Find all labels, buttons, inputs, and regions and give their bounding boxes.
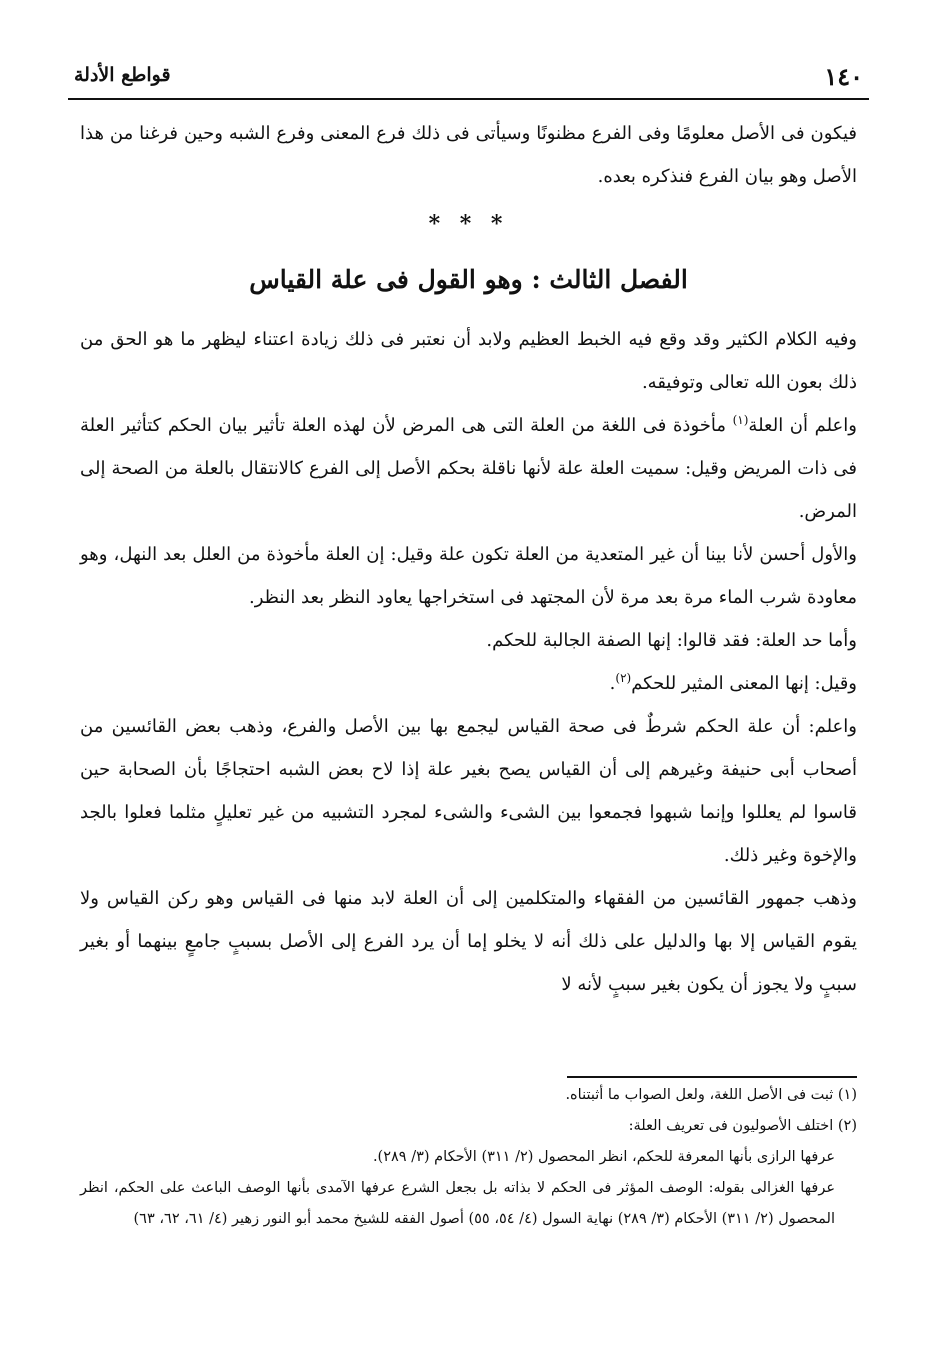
paragraph-4: والأول أحسن لأنا بينا أن غير المتعدية من العلة تكون علة وقيل: إن العلة مأخوذة من العلل بعد النهل، وهو معاودة شرب الماء مرة بعد مرة لأن المجتهد فى استخراجها يعاود النظر بعد النظر. bbox=[80, 544, 857, 608]
paragraph-7: واعلم: أن علة الحكم شرطٌ فى صحة القياس ليجمع بها بين الأصل والفرع، وذهب بعض القائسين من أصحاب أبى حنيفة وغيرهم إلى أن القياس يصح بغير علة إذا لاح بعض الشبه احتجاجًا بأن الصحابة حين قاسوا لم يعللوا وإنما شبهوا فجمعوا بين الشىء والشىء لمجرد التشبيه من غير تعليلٍ مثلما فعلوا بالجد والإخوة وغير ذلك. bbox=[80, 716, 857, 866]
footnote-2: (٢) اختلف الأصوليون فى تعريف العلة: bbox=[628, 1118, 857, 1134]
footnotes bbox=[80, 1080, 857, 1235]
footnote-2-razi: عرفها الرازى بأنها المعرفة للحكم، انظر المحصول (٢/ ٣١١) الأحكام (٣/ ٢٨٩). bbox=[372, 1149, 835, 1165]
running-title: قواطع الأدلة bbox=[74, 64, 171, 86]
main-text bbox=[80, 112, 857, 1006]
paragraph-6 bbox=[80, 662, 857, 705]
page-number: ١٤٠ bbox=[824, 62, 863, 91]
footnote-rule bbox=[567, 1076, 857, 1078]
footnote-ref-1[interactable]: (١) bbox=[732, 413, 749, 427]
paragraph-3 bbox=[80, 404, 857, 533]
paragraph-6-start: وقيل: إنها المعنى المثير للحكم bbox=[631, 673, 857, 694]
chapter-title: الفصل الثالث : وهو القول فى علة القياس bbox=[249, 265, 688, 294]
section-separator: * * * bbox=[428, 211, 509, 237]
paragraph-8: وذهب جمهور القائسين من الفقهاء والمتكلمين إلى أن العلة لابد منها فى القياس وهو ركن القياس ولا يقوم القياس إلا بها والدليل على ذلك أنه لا يخلو إما أن يرد الفرع إلى الأصل بسببٍ جامعٍ بينهما أو بغير سببٍ ولا يجوز أن يكون بغير سببٍ لأنه لا bbox=[80, 888, 857, 995]
paragraph-5: وأما حد العلة: فقد قالوا: إنها الصفة الجالبة للحكم. bbox=[486, 630, 857, 651]
header-rule bbox=[68, 98, 869, 100]
footnote-ref-2[interactable]: (٢) bbox=[615, 671, 632, 685]
paragraph-1: فيكون فى الأصل معلومًا وفى الفرع مظنونًا وسيأتى فى ذلك فرع المعنى وفرع الشبه وحين فرغنا من هذا الأصل وهو بيان الفرع فنذكره بعده. bbox=[80, 123, 857, 187]
paragraph-3-rest: مأخوذة فى اللغة من العلة التى هى المرض لأن لهذه العلة تأثير بيان الحكم كتأثير العلة فى ذات المريض وقيل: سميت العلة علة لأنها ناقلة بحكم الأصل إلى الفرع كالانتقال بالعلة من الصحة إلى المرض. bbox=[80, 415, 857, 522]
footnote-1: (١) ثبت فى الأصل اللغة، ولعل الصواب ما أثبتناه. bbox=[565, 1087, 857, 1103]
paragraph-6-end: . bbox=[609, 673, 616, 694]
paragraph-2: وفيه الكلام الكثير وقد وقع فيه الخبط العظيم ولابد أن نعتبر فى ذلك زيادة اعتناء ليظهر ما هو الحق من ذلك بعون الله تعالى وتوفيقه. bbox=[80, 329, 857, 393]
footnote-2-ghazali: عرفها الغزالى بقوله: الوصف المؤثر فى الحكم لا بذاته بل بجعل الشرع عرفها الآمدى بأنها الوصف الباعث على الحكم، انظر المحصول (٢/ ٣١١) الأحكام (٣/ ٢٨٩) نهاية السول (٤/ ٥٤، ٥٥) أصول الفقه للشيخ محمد أبو النور زهير (٤/ ٦١، ٦٢، ٦٣) bbox=[80, 1180, 835, 1227]
paragraph-3-start: واعلم أن العلة bbox=[748, 415, 857, 436]
page-header bbox=[68, 62, 869, 96]
